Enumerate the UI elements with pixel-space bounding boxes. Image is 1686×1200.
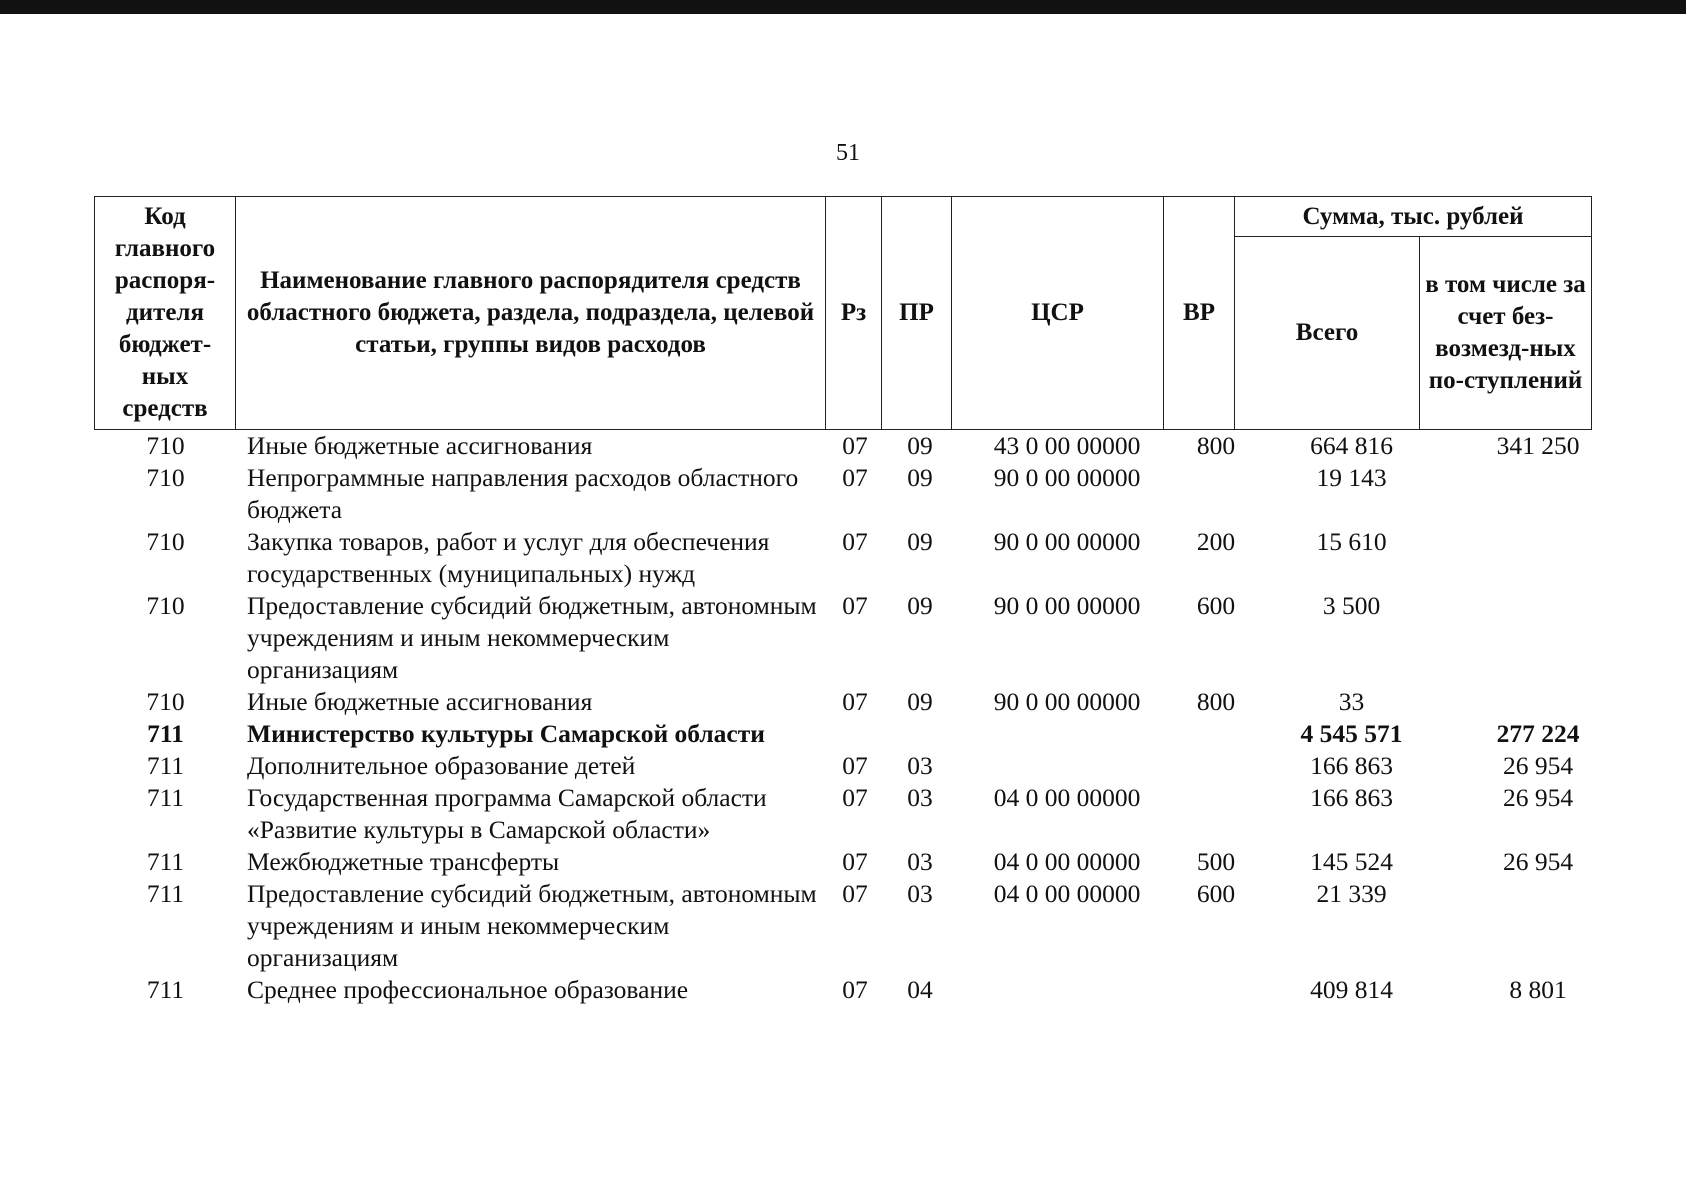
cell-csr [957,750,1177,782]
cell-pr: 03 [907,751,933,780]
cell-pr [883,718,957,750]
cell-name: Предоставление субсидий бюджетным, автономным учреждениям и иным некоммерческим организациям [247,879,817,972]
cell-name: Государственная программа Самарской области «Развитие культуры в Самарской области» [247,783,767,844]
cell-rz: 07 [842,591,868,620]
cell-vr: 800 [1196,687,1236,716]
cell-total: 3 500 [1322,591,1381,620]
cell-free [1448,462,1628,526]
cell-pr: 09 [907,463,933,492]
cell-total: 664 816 [1310,431,1393,460]
header-rz: Рз [826,197,882,430]
header-total: Всего [1235,237,1420,430]
cell-name: Дополнительное образование детей [247,751,636,780]
cell-name: Предоставление субсидий бюджетным, автономным учреждениям и иным некоммерческим организациям [247,591,817,684]
cell-csr: 90 0 00 00000 [993,687,1141,716]
cell-csr: 04 0 00 00000 [993,879,1141,908]
table-row [94,430,1628,462]
table-body [94,430,1628,1006]
cell-csr: 90 0 00 00000 [993,463,1141,492]
table-row [94,878,1628,974]
cell-pr: 09 [907,431,933,460]
cell-rz: 07 [842,847,868,876]
cell-pr: 04 [907,975,933,1004]
cell-rz [827,718,883,750]
cell-total: 166 863 [1310,783,1393,812]
cell-csr [957,974,1177,1006]
table-row [94,846,1628,878]
cell-code: 711 [146,847,185,876]
cell-vr [1177,462,1255,526]
cell-total: 33 [1338,687,1365,716]
table-row [94,526,1628,590]
cell-rz: 07 [842,975,868,1004]
header-pr: ПР [882,197,952,430]
cell-csr: 90 0 00 00000 [993,527,1141,556]
table-row [94,718,1628,750]
cell-total: 409 814 [1310,975,1393,1004]
cell-code: 710 [146,463,185,492]
cell-pr: 03 [907,783,933,812]
cell-rz: 07 [842,751,868,780]
cell-csr [957,718,1177,750]
cell-pr: 09 [907,527,933,556]
cell-name: Непрограммные направления расходов областного бюджета [247,463,799,524]
cell-vr [1177,750,1255,782]
cell-name: Закупка товаров, работ и услуг для обеспечения государственных (муниципальных) нужд [247,527,770,588]
cell-csr: 90 0 00 00000 [993,591,1141,620]
cell-vr: 500 [1196,847,1236,876]
cell-vr: 600 [1196,879,1236,908]
cell-free [1448,878,1628,974]
header-name: Наименование главного распорядителя средств областного бюджета, раздела, подраздела, целевой статьи, группы видов расходов [236,197,826,430]
cell-rz: 07 [842,463,868,492]
cell-name: Министерство культуры Самарской области [247,719,765,748]
cell-free: 26 954 [1502,783,1574,812]
cell-rz: 07 [842,431,868,460]
header-sum: Сумма, тыс. рублей [1235,197,1592,237]
cell-free: 26 954 [1502,751,1574,780]
cell-total: 166 863 [1310,751,1393,780]
cell-code: 710 [146,431,185,460]
table-row [94,782,1628,846]
cell-free: 26 954 [1502,847,1574,876]
cell-csr: 04 0 00 00000 [993,847,1141,876]
cell-name: Межбюджетные трансферты [247,847,560,876]
cell-vr: 600 [1196,591,1236,620]
cell-name: Среднее профессиональное образование [247,975,689,1004]
table-row [94,974,1628,1006]
header-free: в том числе за счет без-возмезд-ных по-ступлений [1420,237,1592,430]
cell-total: 15 610 [1316,527,1387,556]
cell-name: Иные бюджетные ассигнования [247,687,593,716]
cell-csr: 04 0 00 00000 [993,783,1141,812]
table-row [94,462,1628,526]
cell-rz: 07 [842,527,868,556]
header-csr: ЦСР [952,197,1164,430]
cell-total: 145 524 [1310,847,1393,876]
cell-free: 277 224 [1496,719,1580,748]
cell-pr: 03 [907,879,933,908]
cell-code: 711 [146,751,185,780]
cell-code: 711 [146,975,185,1004]
page-number: 51 [836,140,860,166]
cell-vr: 200 [1196,527,1236,556]
cell-pr: 09 [907,687,933,716]
cell-csr: 43 0 00 00000 [993,431,1141,460]
cell-code: 711 [146,783,185,812]
cell-free [1448,590,1628,686]
table-row [94,590,1628,686]
cell-vr [1177,974,1255,1006]
cell-total: 21 339 [1316,879,1387,908]
cell-pr: 09 [907,591,933,620]
table-row [94,750,1628,782]
cell-free [1448,526,1628,590]
cell-total: 4 545 571 [1300,719,1403,748]
table-header [94,196,1592,430]
cell-free: 8 801 [1509,975,1567,1004]
scan-top-border [0,0,1686,14]
cell-code: 711 [147,719,184,748]
cell-vr: 800 [1196,431,1236,460]
cell-vr [1177,718,1255,750]
header-code: Код главного распоря-дителя бюджет-ных средств [95,197,236,430]
cell-total: 19 143 [1316,463,1387,492]
cell-rz: 07 [842,783,868,812]
cell-rz: 07 [842,879,868,908]
cell-code: 710 [146,527,185,556]
table-row [94,686,1628,718]
header-vr: ВР [1164,197,1235,430]
cell-code: 711 [146,879,185,908]
cell-vr [1177,782,1255,846]
cell-code: 710 [146,591,185,620]
cell-pr: 03 [907,847,933,876]
cell-free [1448,686,1628,718]
cell-rz: 07 [842,687,868,716]
cell-code: 710 [146,687,185,716]
cell-name: Иные бюджетные ассигнования [247,431,593,460]
cell-free: 341 250 [1496,431,1580,460]
